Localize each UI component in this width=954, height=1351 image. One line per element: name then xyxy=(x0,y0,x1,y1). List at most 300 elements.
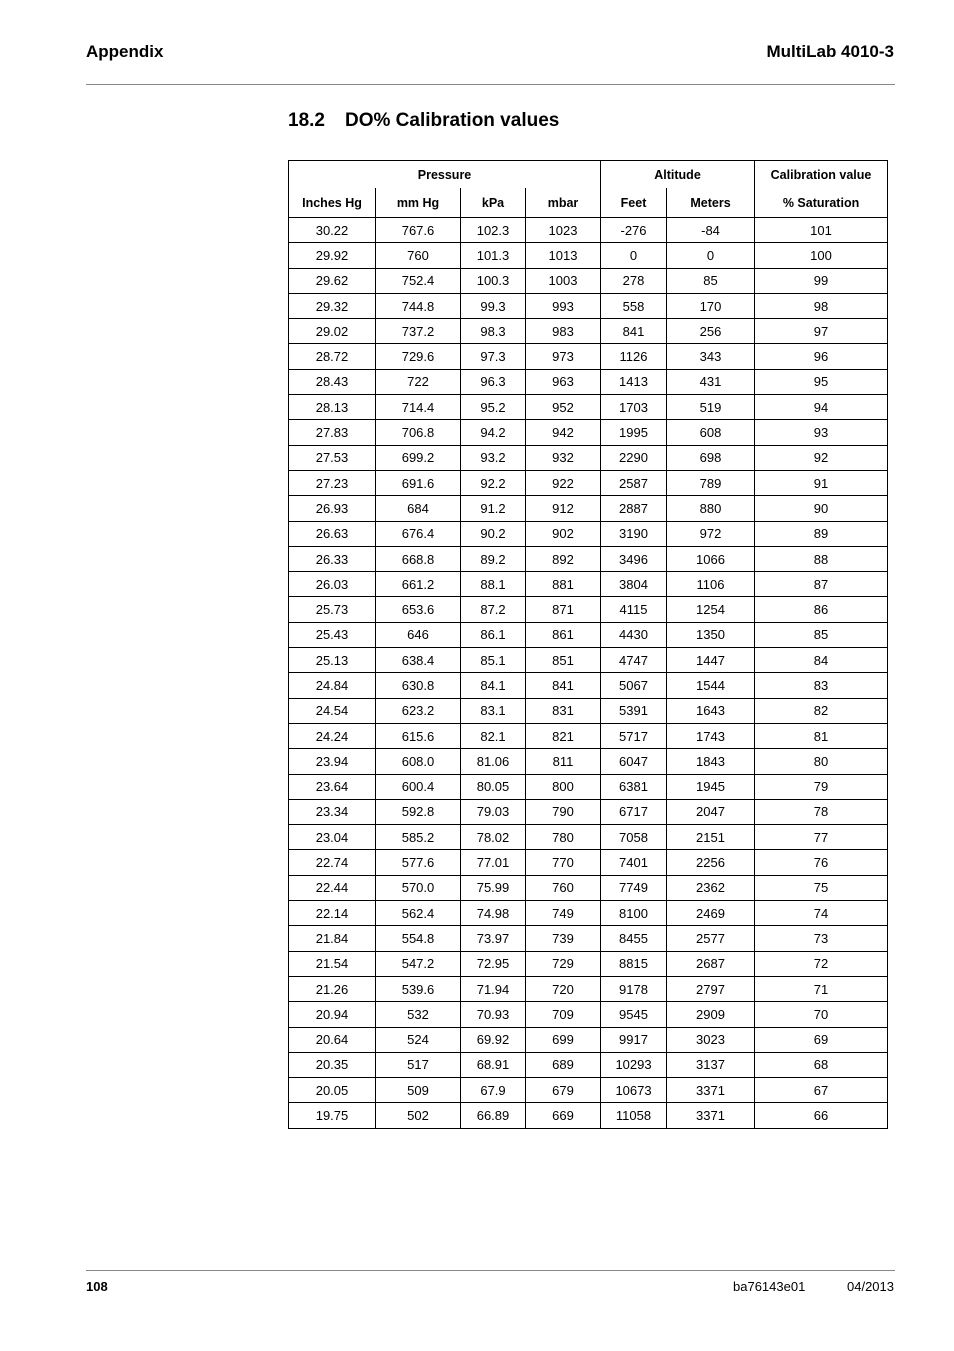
table-cell: 722 xyxy=(376,369,461,394)
table-cell: 780 xyxy=(526,825,601,850)
table-cell: 21.54 xyxy=(289,951,376,976)
table-cell: 669 xyxy=(526,1103,601,1128)
table-cell: 519 xyxy=(667,395,755,420)
table-cell: 7058 xyxy=(601,825,667,850)
table-cell: 861 xyxy=(526,622,601,647)
table-cell: 679 xyxy=(526,1078,601,1103)
table-cell: 2797 xyxy=(667,976,755,1001)
table-cell: 706.8 xyxy=(376,420,461,445)
table-cell: 821 xyxy=(526,723,601,748)
table-cell: 993 xyxy=(526,293,601,318)
table-cell: 3137 xyxy=(667,1052,755,1077)
table-cell: 75 xyxy=(755,875,888,900)
table-cell: 720 xyxy=(526,976,601,1001)
table-cell: 630.8 xyxy=(376,673,461,698)
table-cell: 96 xyxy=(755,344,888,369)
table-cell: 912 xyxy=(526,496,601,521)
table-cell: 71 xyxy=(755,976,888,1001)
table-cell: 880 xyxy=(667,496,755,521)
table-cell: 88 xyxy=(755,546,888,571)
table-cell: 68.91 xyxy=(461,1052,526,1077)
table-cell: 101 xyxy=(755,218,888,243)
section-title: DO% Calibration values xyxy=(345,110,560,131)
table-cell: 93 xyxy=(755,420,888,445)
table-row xyxy=(289,622,888,647)
table-cell: 952 xyxy=(526,395,601,420)
table-row xyxy=(289,1052,888,1077)
table-cell: 871 xyxy=(526,597,601,622)
group-header-calibration: Calibration value xyxy=(755,161,888,189)
table-cell: 11058 xyxy=(601,1103,667,1128)
table-cell: 790 xyxy=(526,799,601,824)
table-cell: 77 xyxy=(755,825,888,850)
table-cell: 67 xyxy=(755,1078,888,1103)
table-cell: 29.62 xyxy=(289,268,376,293)
table-cell: 737.2 xyxy=(376,319,461,344)
table-cell: 4430 xyxy=(601,622,667,647)
table-row xyxy=(289,825,888,850)
table-row xyxy=(289,648,888,673)
table-cell: 90.2 xyxy=(461,521,526,546)
table-cell: 2290 xyxy=(601,445,667,470)
table-row xyxy=(289,749,888,774)
table-cell: 76 xyxy=(755,850,888,875)
table-cell: 789 xyxy=(667,470,755,495)
table-cell: 3804 xyxy=(601,572,667,597)
table-cell: 699 xyxy=(526,1027,601,1052)
table-cell: 760 xyxy=(376,243,461,268)
table-cell: 80.05 xyxy=(461,774,526,799)
table-cell: 21.26 xyxy=(289,976,376,1001)
table-cell: 7749 xyxy=(601,875,667,900)
table-cell: 91.2 xyxy=(461,496,526,521)
section-heading xyxy=(288,110,559,132)
table-cell: 70.93 xyxy=(461,1002,526,1027)
table-row xyxy=(289,698,888,723)
table-cell: -276 xyxy=(601,218,667,243)
table-cell: 502 xyxy=(376,1103,461,1128)
table-cell: 26.93 xyxy=(289,496,376,521)
table-cell: 87.2 xyxy=(461,597,526,622)
table-row xyxy=(289,218,888,243)
table-row xyxy=(289,344,888,369)
table-cell: 97 xyxy=(755,319,888,344)
table-cell: 562.4 xyxy=(376,901,461,926)
table-cell: 739 xyxy=(526,926,601,951)
table-cell: 82.1 xyxy=(461,723,526,748)
table-row xyxy=(289,901,888,926)
table-row xyxy=(289,445,888,470)
table-cell: 646 xyxy=(376,622,461,647)
table-cell: 714.4 xyxy=(376,395,461,420)
table-cell: 10293 xyxy=(601,1052,667,1077)
table-cell: 1544 xyxy=(667,673,755,698)
table-cell: 570.0 xyxy=(376,875,461,900)
table-cell: 5391 xyxy=(601,698,667,723)
table-cell: 89.2 xyxy=(461,546,526,571)
table-cell: 71.94 xyxy=(461,976,526,1001)
table-row xyxy=(289,799,888,824)
section-number: 18.2 xyxy=(288,110,325,131)
table-row xyxy=(289,1078,888,1103)
table-cell: 84.1 xyxy=(461,673,526,698)
table-cell: 92 xyxy=(755,445,888,470)
table-row xyxy=(289,319,888,344)
table-cell: 2151 xyxy=(667,825,755,850)
table-cell: 25.43 xyxy=(289,622,376,647)
table-row xyxy=(289,673,888,698)
table-cell: 98.3 xyxy=(461,319,526,344)
table-cell: 831 xyxy=(526,698,601,723)
table-row xyxy=(289,395,888,420)
table-cell: 539.6 xyxy=(376,976,461,1001)
table-cell: 892 xyxy=(526,546,601,571)
table-cell: 73 xyxy=(755,926,888,951)
table-cell: 3023 xyxy=(667,1027,755,1052)
table-cell: 881 xyxy=(526,572,601,597)
table-cell: 851 xyxy=(526,648,601,673)
table-cell: 100.3 xyxy=(461,268,526,293)
table-cell: 23.64 xyxy=(289,774,376,799)
table-row xyxy=(289,951,888,976)
header-divider xyxy=(86,84,895,85)
table-cell: 2687 xyxy=(667,951,755,976)
table-cell: 6717 xyxy=(601,799,667,824)
table-cell: 3371 xyxy=(667,1103,755,1128)
table-row xyxy=(289,774,888,799)
table-cell: 684 xyxy=(376,496,461,521)
table-cell: 69.92 xyxy=(461,1027,526,1052)
table-cell: 554.8 xyxy=(376,926,461,951)
table-cell: 942 xyxy=(526,420,601,445)
table-cell: 524 xyxy=(376,1027,461,1052)
table-cell: 67.9 xyxy=(461,1078,526,1103)
table-cell: 2577 xyxy=(667,926,755,951)
table-cell: 2887 xyxy=(601,496,667,521)
table-cell: 78 xyxy=(755,799,888,824)
table-cell: 95 xyxy=(755,369,888,394)
table-cell: 84 xyxy=(755,648,888,673)
table-cell: 24.54 xyxy=(289,698,376,723)
table-cell: 98 xyxy=(755,293,888,318)
table-cell: 256 xyxy=(667,319,755,344)
table-cell: 85 xyxy=(667,268,755,293)
table-row xyxy=(289,597,888,622)
table-cell: 66 xyxy=(755,1103,888,1128)
table-cell: 811 xyxy=(526,749,601,774)
table-row xyxy=(289,496,888,521)
table-cell: 23.04 xyxy=(289,825,376,850)
table-cell: 9545 xyxy=(601,1002,667,1027)
table-cell: 89 xyxy=(755,521,888,546)
table-cell: 653.6 xyxy=(376,597,461,622)
table-cell: 22.44 xyxy=(289,875,376,900)
table-cell: 509 xyxy=(376,1078,461,1103)
table-cell: 78.02 xyxy=(461,825,526,850)
table-cell: 800 xyxy=(526,774,601,799)
table-row xyxy=(289,470,888,495)
table-cell: 86 xyxy=(755,597,888,622)
table-cell: 99 xyxy=(755,268,888,293)
column-header-saturation: % Saturation xyxy=(755,188,888,218)
column-header-kpa: kPa xyxy=(461,188,526,218)
page-number: 108 xyxy=(86,1279,108,1294)
table-cell: 73.97 xyxy=(461,926,526,951)
table-cell: 729 xyxy=(526,951,601,976)
table-cell: 25.73 xyxy=(289,597,376,622)
table-cell: 691.6 xyxy=(376,470,461,495)
column-header-mbar: mbar xyxy=(526,188,601,218)
table-cell: 1703 xyxy=(601,395,667,420)
table-cell: 27.53 xyxy=(289,445,376,470)
table-row xyxy=(289,850,888,875)
table-cell: 1003 xyxy=(526,268,601,293)
table-cell: 90 xyxy=(755,496,888,521)
table-cell: 23.94 xyxy=(289,749,376,774)
page-header-left: Appendix xyxy=(86,42,164,61)
table-cell: 6047 xyxy=(601,749,667,774)
table-row xyxy=(289,268,888,293)
table-row xyxy=(289,723,888,748)
table-body xyxy=(289,218,888,1129)
table-row xyxy=(289,521,888,546)
table-cell: 1995 xyxy=(601,420,667,445)
table-row xyxy=(289,875,888,900)
table-cell: 69 xyxy=(755,1027,888,1052)
table-cell: 70 xyxy=(755,1002,888,1027)
table-cell: 1743 xyxy=(667,723,755,748)
table-cell: 699.2 xyxy=(376,445,461,470)
table-cell: 676.4 xyxy=(376,521,461,546)
table-cell: 26.33 xyxy=(289,546,376,571)
table-cell: 615.6 xyxy=(376,723,461,748)
table-cell: 68 xyxy=(755,1052,888,1077)
table-cell: 3371 xyxy=(667,1078,755,1103)
table-cell: 79.03 xyxy=(461,799,526,824)
table-cell: 8455 xyxy=(601,926,667,951)
table-cell: 100 xyxy=(755,243,888,268)
table-cell: 10673 xyxy=(601,1078,667,1103)
table-cell: 2587 xyxy=(601,470,667,495)
table-cell: 74.98 xyxy=(461,901,526,926)
table-cell: 85 xyxy=(755,622,888,647)
table-row xyxy=(289,976,888,1001)
table-cell: 72 xyxy=(755,951,888,976)
table-cell: 1447 xyxy=(667,648,755,673)
table-cell: 592.8 xyxy=(376,799,461,824)
table-cell: 20.64 xyxy=(289,1027,376,1052)
table-cell: 5067 xyxy=(601,673,667,698)
table-cell: 4747 xyxy=(601,648,667,673)
table-cell: 1066 xyxy=(667,546,755,571)
table-cell: 93.2 xyxy=(461,445,526,470)
table-cell: 600.4 xyxy=(376,774,461,799)
table-cell: 94.2 xyxy=(461,420,526,445)
table-cell: 29.92 xyxy=(289,243,376,268)
table-cell: 0 xyxy=(601,243,667,268)
table-cell: 1843 xyxy=(667,749,755,774)
table-cell: 72.95 xyxy=(461,951,526,976)
table-cell: 841 xyxy=(601,319,667,344)
table-cell: 1643 xyxy=(667,698,755,723)
table-cell: 101.3 xyxy=(461,243,526,268)
table-cell: 83 xyxy=(755,673,888,698)
table-cell: 20.05 xyxy=(289,1078,376,1103)
table-cell: 26.03 xyxy=(289,572,376,597)
table-cell: 558 xyxy=(601,293,667,318)
table-cell: 75.99 xyxy=(461,875,526,900)
table-cell: 577.6 xyxy=(376,850,461,875)
table-cell: 1413 xyxy=(601,369,667,394)
column-header-meters: Meters xyxy=(667,188,755,218)
table-row xyxy=(289,1103,888,1128)
table-cell: 1013 xyxy=(526,243,601,268)
table-cell: 24.24 xyxy=(289,723,376,748)
table-cell: 1023 xyxy=(526,218,601,243)
table-cell: 170 xyxy=(667,293,755,318)
table-cell: 27.83 xyxy=(289,420,376,445)
table-cell: 66.89 xyxy=(461,1103,526,1128)
table-cell: 88.1 xyxy=(461,572,526,597)
table-cell: 22.74 xyxy=(289,850,376,875)
table-cell: -84 xyxy=(667,218,755,243)
table-cell: 770 xyxy=(526,850,601,875)
table-cell: 97.3 xyxy=(461,344,526,369)
table-cell: 86.1 xyxy=(461,622,526,647)
table-row xyxy=(289,1002,888,1027)
document-date: 04/2013 xyxy=(847,1279,894,1294)
table-cell: 983 xyxy=(526,319,601,344)
table-cell: 744.8 xyxy=(376,293,461,318)
table-cell: 749 xyxy=(526,901,601,926)
table-cell: 767.6 xyxy=(376,218,461,243)
table-cell: 81.06 xyxy=(461,749,526,774)
table-cell: 1945 xyxy=(667,774,755,799)
table-cell: 7401 xyxy=(601,850,667,875)
table-cell: 2047 xyxy=(667,799,755,824)
table-cell: 729.6 xyxy=(376,344,461,369)
table-cell: 91 xyxy=(755,470,888,495)
table-cell: 82 xyxy=(755,698,888,723)
table-row xyxy=(289,926,888,951)
table-cell: 2362 xyxy=(667,875,755,900)
table-cell: 29.02 xyxy=(289,319,376,344)
table-cell: 99.3 xyxy=(461,293,526,318)
table-cell: 30.22 xyxy=(289,218,376,243)
group-header-altitude: Altitude xyxy=(601,161,755,189)
table-cell: 28.13 xyxy=(289,395,376,420)
table-cell: 1350 xyxy=(667,622,755,647)
table-cell: 623.2 xyxy=(376,698,461,723)
table-cell: 1254 xyxy=(667,597,755,622)
table-cell: 2469 xyxy=(667,901,755,926)
table-cell: 20.94 xyxy=(289,1002,376,1027)
table-cell: 963 xyxy=(526,369,601,394)
table-cell: 1106 xyxy=(667,572,755,597)
table-cell: 28.43 xyxy=(289,369,376,394)
table-cell: 29.32 xyxy=(289,293,376,318)
column-header-mm-hg: mm Hg xyxy=(376,188,461,218)
table-cell: 6381 xyxy=(601,774,667,799)
column-header-feet: Feet xyxy=(601,188,667,218)
document-id: ba76143e01 xyxy=(733,1279,806,1294)
table-cell: 87 xyxy=(755,572,888,597)
table-cell: 972 xyxy=(667,521,755,546)
table-cell: 902 xyxy=(526,521,601,546)
table-cell: 80 xyxy=(755,749,888,774)
table-cell: 278 xyxy=(601,268,667,293)
table-cell: 2909 xyxy=(667,1002,755,1027)
table-row xyxy=(289,546,888,571)
table-cell: 19.75 xyxy=(289,1103,376,1128)
table-cell: 4115 xyxy=(601,597,667,622)
table-cell: 689 xyxy=(526,1052,601,1077)
table-row xyxy=(289,1027,888,1052)
table-cell: 22.14 xyxy=(289,901,376,926)
table-cell: 9917 xyxy=(601,1027,667,1052)
table-cell: 661.2 xyxy=(376,572,461,597)
table-cell: 709 xyxy=(526,1002,601,1027)
table-cell: 608.0 xyxy=(376,749,461,774)
table-cell: 1126 xyxy=(601,344,667,369)
table-cell: 932 xyxy=(526,445,601,470)
table-cell: 95.2 xyxy=(461,395,526,420)
table-cell: 973 xyxy=(526,344,601,369)
table-cell: 668.8 xyxy=(376,546,461,571)
table-cell: 752.4 xyxy=(376,268,461,293)
footer-divider xyxy=(86,1270,895,1271)
table-cell: 81 xyxy=(755,723,888,748)
table-cell: 79 xyxy=(755,774,888,799)
table-cell: 74 xyxy=(755,901,888,926)
table-cell: 85.1 xyxy=(461,648,526,673)
table-cell: 96.3 xyxy=(461,369,526,394)
calibration-table xyxy=(288,160,888,1129)
table-cell: 5717 xyxy=(601,723,667,748)
table-cell: 24.84 xyxy=(289,673,376,698)
table-cell: 760 xyxy=(526,875,601,900)
table-cell: 532 xyxy=(376,1002,461,1027)
table-cell: 25.13 xyxy=(289,648,376,673)
page-header-right: MultiLab 4010-3 xyxy=(766,42,894,61)
table-cell: 922 xyxy=(526,470,601,495)
table-cell: 102.3 xyxy=(461,218,526,243)
table-cell: 92.2 xyxy=(461,470,526,495)
table-row xyxy=(289,293,888,318)
table-row xyxy=(289,420,888,445)
table-row xyxy=(289,572,888,597)
table-cell: 83.1 xyxy=(461,698,526,723)
table-cell: 9178 xyxy=(601,976,667,1001)
table-cell: 20.35 xyxy=(289,1052,376,1077)
table-row xyxy=(289,369,888,394)
column-header-inches-hg: Inches Hg xyxy=(289,188,376,218)
table-cell: 585.2 xyxy=(376,825,461,850)
table-cell: 343 xyxy=(667,344,755,369)
table-cell: 841 xyxy=(526,673,601,698)
table-cell: 517 xyxy=(376,1052,461,1077)
table-cell: 3496 xyxy=(601,546,667,571)
table-cell: 26.63 xyxy=(289,521,376,546)
table-cell: 28.72 xyxy=(289,344,376,369)
table-cell: 698 xyxy=(667,445,755,470)
table-cell: 21.84 xyxy=(289,926,376,951)
group-header-pressure: Pressure xyxy=(289,161,601,189)
table-row xyxy=(289,243,888,268)
table-cell: 638.4 xyxy=(376,648,461,673)
table-cell: 431 xyxy=(667,369,755,394)
table-cell: 0 xyxy=(667,243,755,268)
